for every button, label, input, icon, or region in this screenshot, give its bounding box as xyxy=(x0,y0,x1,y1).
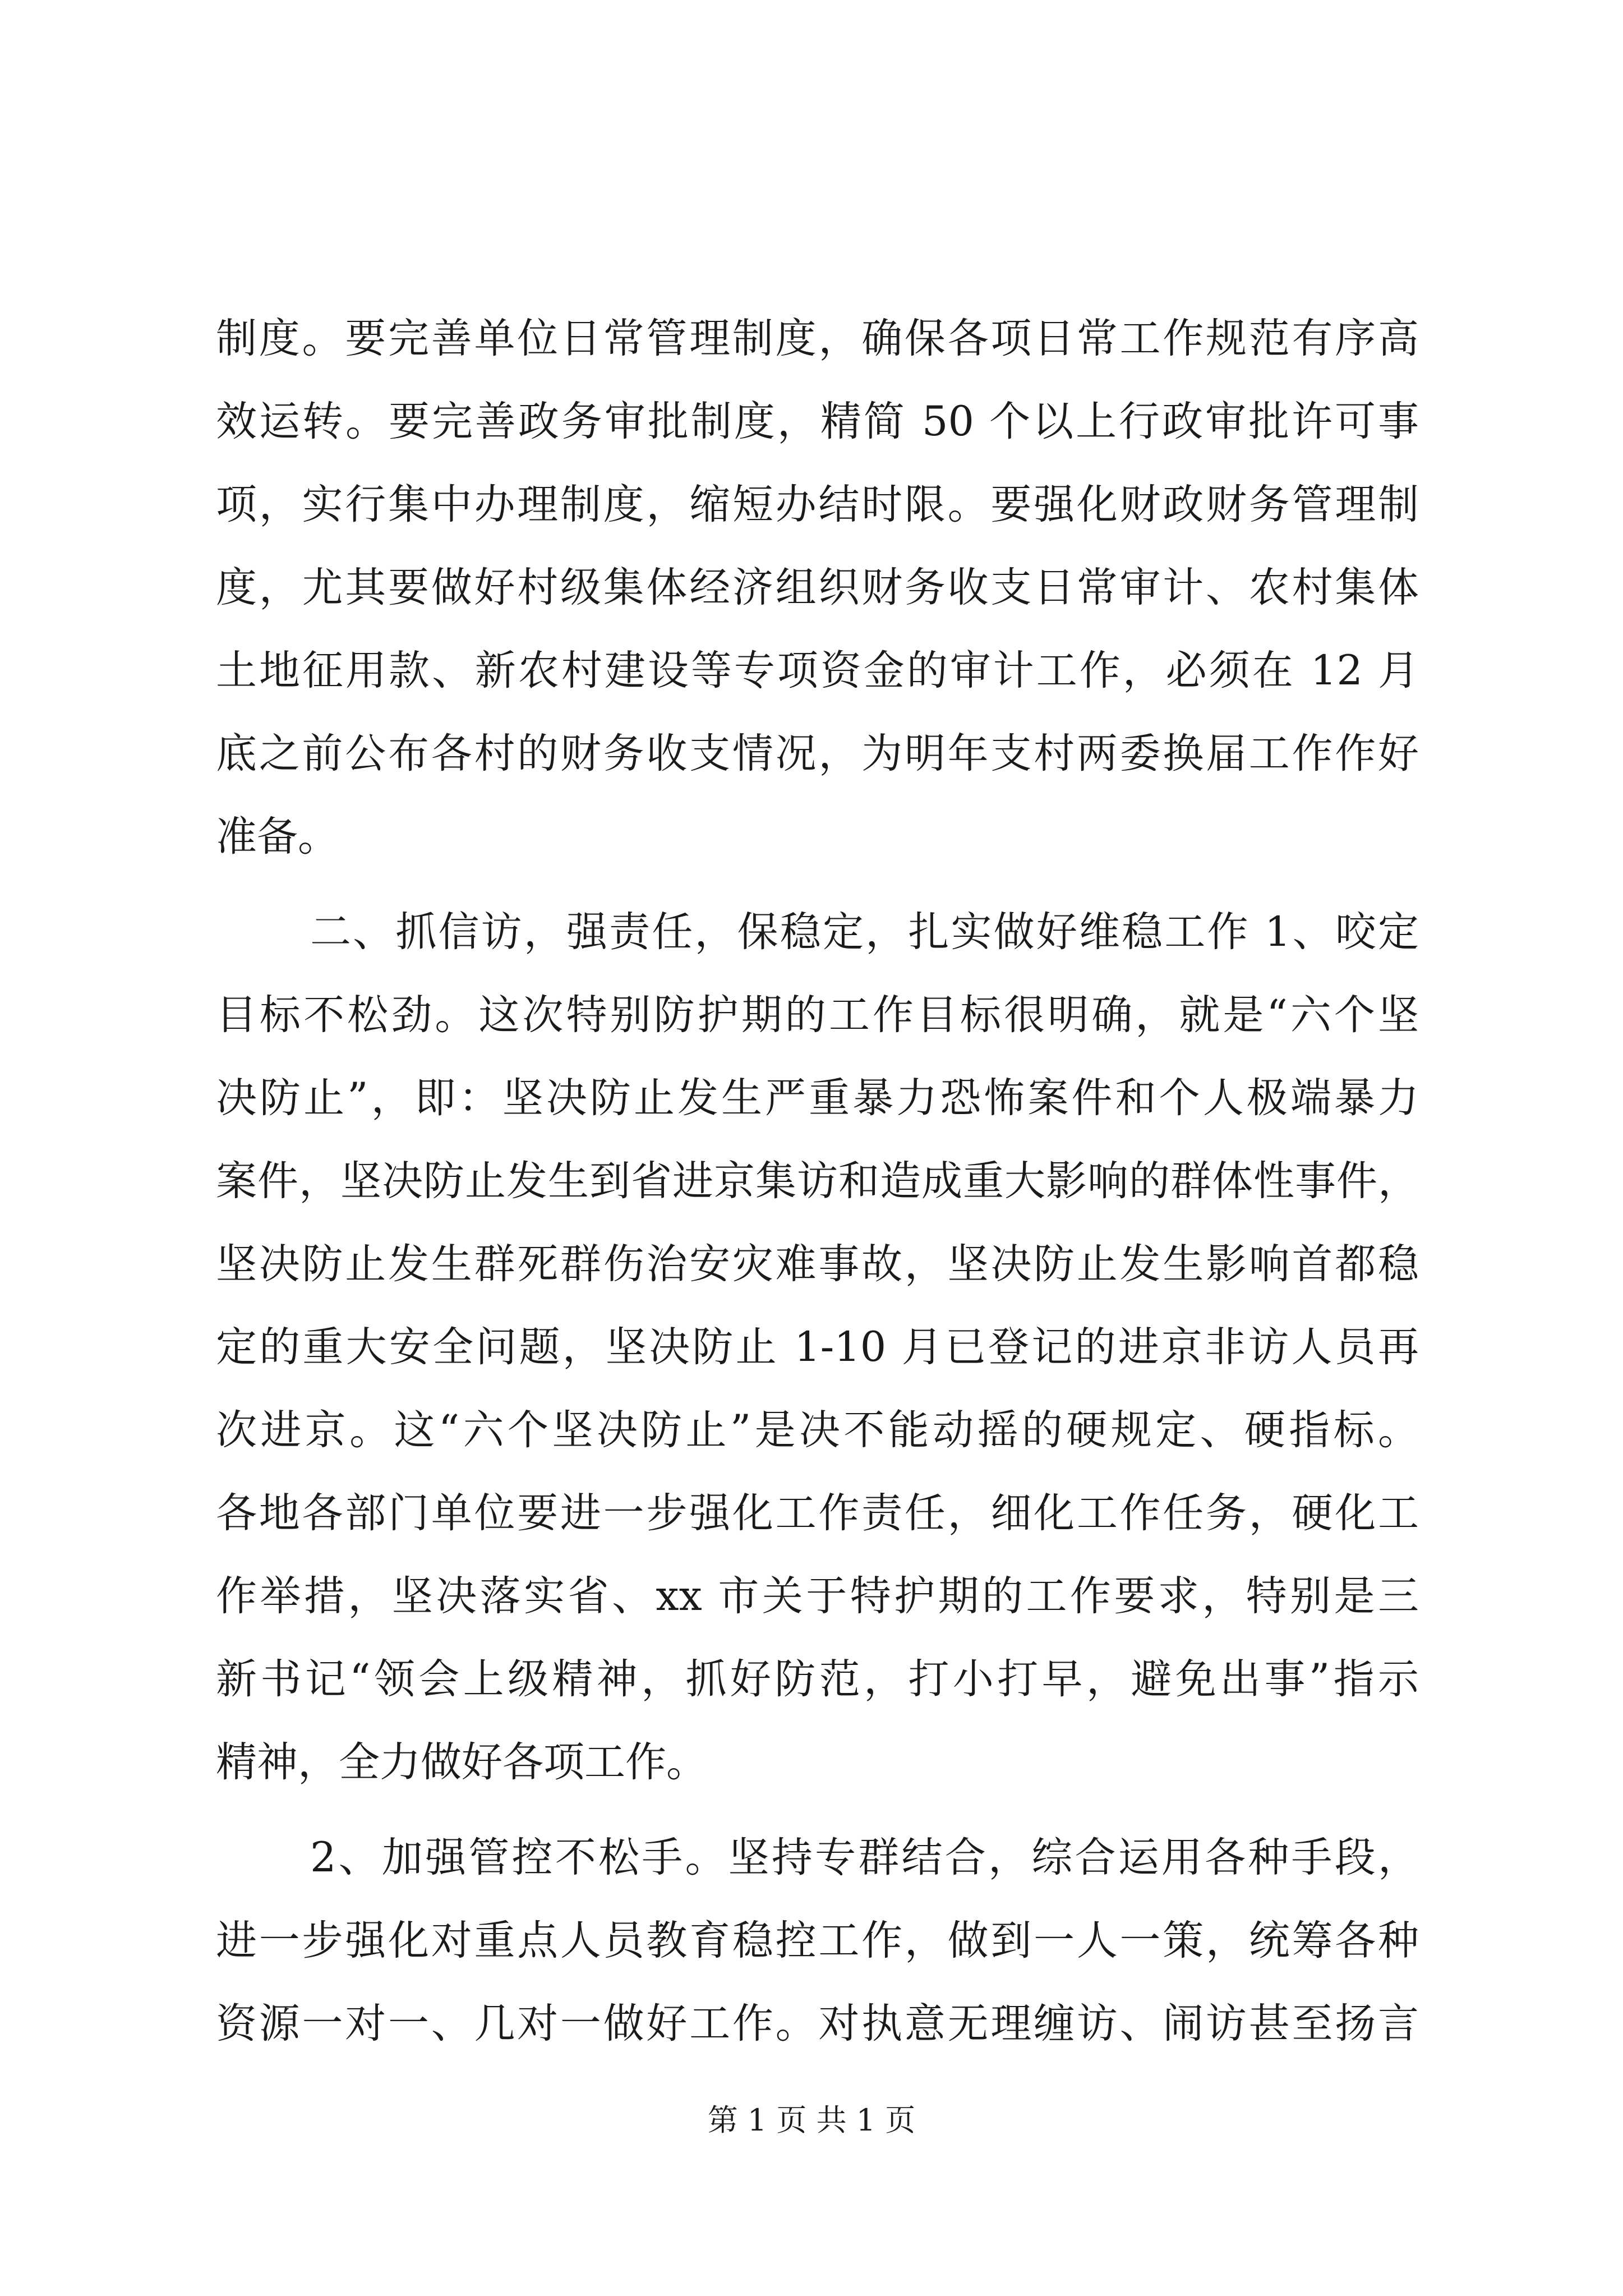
text-line: 定的重大安全问题，坚决防止 1-10 月已登记的进京非访人员再 xyxy=(216,1323,1419,1371)
text-line: 效运转。要完善政务审批制度，精简 50 个以上行政审批许可事 xyxy=(216,398,1419,445)
text-line: 各地各部门单位要进一步强化工作责任，细化工作任务，硬化工 xyxy=(216,1489,1419,1537)
page-footer xyxy=(0,2101,1623,2140)
text-line: 2、加强管控不松手。坚持专群结合，综合运用各种手段， xyxy=(310,1834,1419,1881)
document-body xyxy=(216,297,1419,2065)
text-line: 次进京。这“六个坚决防止”是决不能动摇的硬规定、硬指标。 xyxy=(216,1406,1419,1454)
text-line: 目标不松劲。这次特别防护期的工作目标很明确，就是“六个坚 xyxy=(216,991,1419,1039)
text-line: 度，尤其要做好村级集体经济组织财务收支日常审计、农村集体 xyxy=(216,564,1419,611)
text-line: 精神，全力做好各项工作。 xyxy=(216,1738,707,1786)
text-line: 决防止”，即：坚决防止发生严重暴力恐怖案件和个人极端暴力 xyxy=(216,1074,1419,1122)
text-line: 新书记“领会上级精神，抓好防范，打小打早，避免出事”指示 xyxy=(216,1655,1419,1703)
text-line: 制度。要完善单位日常管理制度，确保各项日常工作规范有序高 xyxy=(216,315,1419,362)
text-line: 土地征用款、新农村建设等专项资金的审计工作，必须在 12 月 xyxy=(216,647,1419,694)
text-line: 案件，坚决防止发生到省进京集访和造成重大影响的群体性事件， xyxy=(216,1157,1419,1205)
text-line: 底之前公布各村的财务收支情况，为明年支村两委换届工作作好 xyxy=(216,730,1419,777)
text-line: 准备。 xyxy=(216,813,339,861)
text-line: 作举措，坚决落实省、xx 市关于特护期的工作要求，特别是三 xyxy=(216,1572,1419,1620)
text-line: 进一步强化对重点人员教育稳控工作，做到一人一策，统筹各种 xyxy=(216,1917,1419,1964)
text-line: 二、抓信访，强责任，保稳定，扎实做好维稳工作 1、咬定 xyxy=(310,908,1419,956)
text-line: 资源一对一、几对一做好工作。对执意无理缠访、闹访甚至扬言 xyxy=(216,2000,1419,2047)
page-number-label: 第 1 页 共 1 页 xyxy=(707,2102,916,2138)
text-line: 项，实行集中办理制度，缩短办结时限。要强化财政财务管理制 xyxy=(216,481,1419,528)
text-line: 坚决防止发生群死群伤治安灾难事故，坚决防止发生影响首都稳 xyxy=(216,1240,1419,1288)
